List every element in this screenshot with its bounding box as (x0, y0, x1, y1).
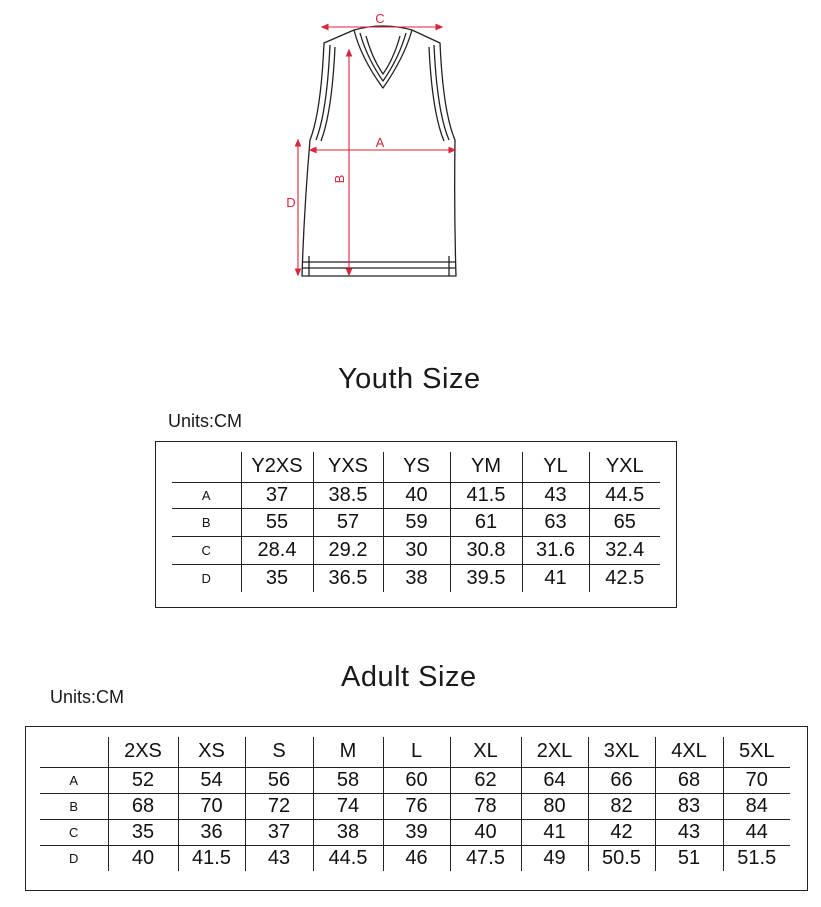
adult-size-header: 5XL (723, 737, 790, 767)
adult-size-header: 4XL (655, 737, 723, 767)
table-cell: 38 (383, 564, 450, 592)
row-label: B (172, 508, 241, 536)
table-cell: 43 (245, 845, 313, 871)
table-cell: 59 (383, 508, 450, 536)
jersey-outline (302, 26, 456, 276)
table-cell: 74 (313, 793, 383, 819)
table-cell: 62 (450, 767, 521, 793)
youth-size-header: YL (522, 452, 589, 482)
table-cell: 52 (108, 767, 178, 793)
table-cell: 61 (450, 508, 522, 536)
table-cell: 39 (383, 819, 450, 845)
table-row (172, 508, 660, 536)
adult-size-header: 3XL (588, 737, 655, 767)
table-cell: 72 (245, 793, 313, 819)
table-cell: 84 (723, 793, 790, 819)
adult-size-table (40, 737, 790, 871)
table-cell: 82 (588, 793, 655, 819)
table-row (40, 845, 790, 871)
table-cell: 44.5 (313, 845, 383, 871)
table-cell: 32.4 (589, 536, 660, 564)
table-cell: 63 (522, 508, 589, 536)
table-cell: 54 (178, 767, 245, 793)
table-row (40, 767, 790, 793)
adult-size-header: XS (178, 737, 245, 767)
table-cell: 80 (521, 793, 588, 819)
table-cell: 55 (241, 508, 313, 536)
table-cell: 40 (108, 845, 178, 871)
table-cell: 30 (383, 536, 450, 564)
table-cell: 35 (241, 564, 313, 592)
table-cell: 38 (313, 819, 383, 845)
table-cell: 42.5 (589, 564, 660, 592)
adult-title: Adult Size (341, 661, 477, 693)
label-a: A (375, 135, 385, 150)
table-cell: 39.5 (450, 564, 522, 592)
table-cell: 51 (655, 845, 723, 871)
adult-size-header: 2XS (108, 737, 178, 767)
youth-size-header: YS (383, 452, 450, 482)
table-cell: 70 (178, 793, 245, 819)
youth-size-header: YXL (589, 452, 660, 482)
adult-size-header: XL (450, 737, 521, 767)
table-cell: 43 (522, 482, 589, 508)
table-cell: 65 (589, 508, 660, 536)
youth-size-table (172, 452, 660, 592)
table-cell: 40 (450, 819, 521, 845)
table-cell: 36.5 (313, 564, 383, 592)
table-cell: 42 (588, 819, 655, 845)
youth-units: Units:CM (168, 411, 243, 431)
jersey-diagram (0, 0, 821, 330)
table-cell: 83 (655, 793, 723, 819)
adult-size-header: M (313, 737, 383, 767)
table-cell: 41 (521, 819, 588, 845)
table-cell: 43 (655, 819, 723, 845)
table-cell: 28.4 (241, 536, 313, 564)
youth-size-header: YM (450, 452, 522, 482)
table-cell: 31.6 (522, 536, 589, 564)
table-cell: 49 (521, 845, 588, 871)
table-cell: 51.5 (723, 845, 790, 871)
table-row (172, 564, 660, 592)
table-cell: 76 (383, 793, 450, 819)
label-b: B (332, 174, 347, 184)
table-cell: 36 (178, 819, 245, 845)
table-cell: 30.8 (450, 536, 522, 564)
table-cell: 37 (245, 819, 313, 845)
table-row (172, 482, 660, 508)
table-cell: 41.5 (178, 845, 245, 871)
table-cell: 44.5 (589, 482, 660, 508)
table-cell: 57 (313, 508, 383, 536)
table-cell: 60 (383, 767, 450, 793)
row-label: A (172, 482, 241, 508)
youth-size-header: YXS (313, 452, 383, 482)
table-cell: 64 (521, 767, 588, 793)
table-cell: 41.5 (450, 482, 522, 508)
table-cell: 38.5 (313, 482, 383, 508)
table-row (40, 819, 790, 845)
table-cell: 41 (522, 564, 589, 592)
table-cell: 58 (313, 767, 383, 793)
row-label: C (172, 536, 241, 564)
table-cell: 70 (723, 767, 790, 793)
table-row (172, 536, 660, 564)
adult-size-header: S (245, 737, 313, 767)
table-cell: 50.5 (588, 845, 655, 871)
adult-size-header: 2XL (521, 737, 588, 767)
adult-units: Units:CM (50, 687, 125, 707)
table-cell: 47.5 (450, 845, 521, 871)
table-cell: 29.2 (313, 536, 383, 564)
table-cell: 56 (245, 767, 313, 793)
label-d: D (286, 195, 296, 210)
table-cell: 68 (108, 793, 178, 819)
table-cell: 68 (655, 767, 723, 793)
table-cell: 66 (588, 767, 655, 793)
table-cell: 40 (383, 482, 450, 508)
adult-size-header: L (383, 737, 450, 767)
youth-title: Youth Size (338, 363, 481, 395)
row-label: B (40, 793, 108, 819)
row-label: D (40, 845, 108, 871)
table-cell: 78 (450, 793, 521, 819)
table-cell: 37 (241, 482, 313, 508)
table-cell: 35 (108, 819, 178, 845)
row-label: C (40, 819, 108, 845)
row-label: A (40, 767, 108, 793)
youth-size-header: Y2XS (241, 452, 313, 482)
table-cell: 44 (723, 819, 790, 845)
table-cell: 46 (383, 845, 450, 871)
row-label: D (172, 564, 241, 592)
table-row (40, 793, 790, 819)
label-c: C (375, 11, 385, 26)
